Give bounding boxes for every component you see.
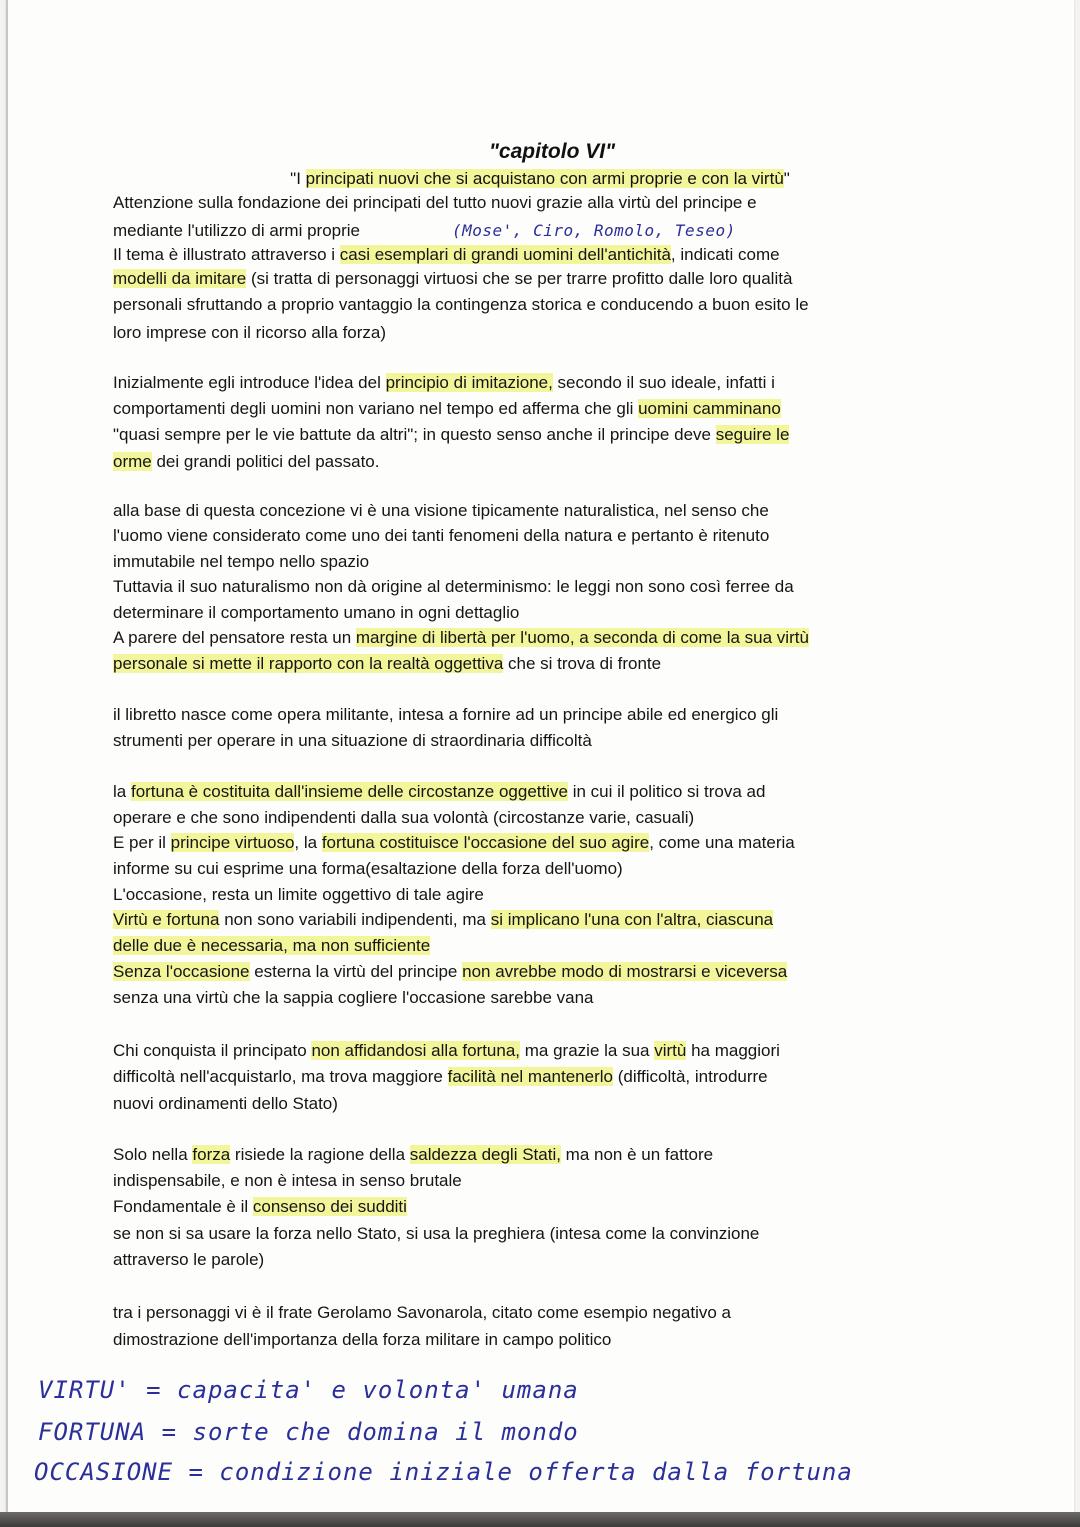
text-line: A parere del pensatore resta un margine di libertà per l'uomo, a seconda di come la sua virtù	[113, 628, 809, 647]
text-line: tra i personaggi vi è il frate Gerolamo Savonarola, citato come esempio negativo a	[113, 1303, 731, 1322]
text-line: E per il principe virtuoso, la fortuna costituisce l'occasione del suo agire, come una materia	[113, 833, 795, 852]
text-line: "quasi sempre per le vie battute da altri"; in questo senso anche il principe deve seguire le	[113, 425, 790, 444]
text-line: personali sfruttando a proprio vantaggio la contingenza storica e conducendo a buon esito le	[113, 295, 809, 314]
text-line: personale si mette il rapporto con la realtà oggettiva che si trova di fronte	[113, 654, 662, 673]
text-line: Solo nella forza risiede la ragione della saldezza degli Stati, ma non è un fattore	[113, 1145, 714, 1164]
text-line: loro imprese con il ricorso alla forza)	[113, 323, 387, 342]
text-line: attraverso le parole)	[113, 1250, 265, 1269]
text-line: operare e che sono indipendenti dalla sua volontà (circostanze varie, casuali)	[113, 808, 695, 827]
handwritten-definition-fortuna: FORTUNA = sorte che domina il mondo	[38, 1418, 579, 1446]
text-line: Inizialmente egli introduce l'idea del principio di imitazione, secondo il suo ideale, infatti i	[113, 373, 775, 392]
text-line: il libretto nasce come opera militante, intesa a fornire ad un principe abile ed energico gli	[113, 705, 779, 724]
text-line: Senza l'occasione esterna la virtù del principe non avrebbe modo di mostrarsi e viceversa	[113, 962, 788, 981]
text-line: strumenti per operare in una situazione di straordinaria difficoltà	[113, 731, 592, 750]
page-bottom-edge	[0, 1512, 1080, 1527]
text-line: Attenzione sulla fondazione dei principati del tutto nuovi grazie alla virtù del principe e	[113, 193, 757, 212]
text-line: delle due è necessaria, ma non sufficiente	[113, 936, 431, 955]
text-line: la fortuna è costituita dall'insieme delle circostanze oggettive in cui il politico si trova ad	[113, 782, 766, 801]
text-line: Il tema è illustrato attraverso i casi esemplari di grandi uomini dell'antichità, indicati come	[113, 245, 780, 264]
text-line: difficoltà nell'acquistarlo, ma trova maggiore facilità nel mantenerlo (difficoltà, introdurre	[113, 1067, 768, 1086]
document-title: "capitolo VI"	[488, 140, 616, 163]
text-line: Fondamentale è il consenso dei sudditi	[113, 1197, 407, 1216]
text-line: determinare il comportamento umano in ogni dettaglio	[113, 603, 520, 622]
text-line: L'occasione, resta un limite oggettivo di tale agire	[113, 885, 484, 904]
handwritten-definition-virtu: VIRTU' = capacita' e volonta' umana	[38, 1376, 579, 1404]
text-line: se non si sa usare la forza nello Stato, si usa la preghiera (intesa come la convinzione	[113, 1224, 760, 1243]
document-subtitle: "I principati nuovi che si acquistano con armi proprie e con la virtù"	[290, 169, 790, 188]
text-line: comportamenti degli uomini non variano nel tempo ed afferma che gli uomini camminano	[113, 399, 781, 418]
text-line: Chi conquista il principato non affidandosi alla fortuna, ma grazie la sua virtù ha maggiori	[113, 1041, 780, 1060]
text-line: Tuttavia il suo naturalismo non dà origine al determinismo: le leggi non sono così ferree da	[113, 577, 794, 596]
text-line: nuovi ordinamenti dello Stato)	[113, 1094, 338, 1113]
text-line: mediante l'utilizzo di armi proprie	[113, 221, 361, 240]
handwritten-note: (Mose', Ciro, Romolo, Teseo)	[452, 221, 736, 240]
text-line: orme dei grandi politici del passato.	[113, 452, 380, 471]
text-line: informe su cui esprime una forma(esaltazione della forza dell'uomo)	[113, 859, 623, 878]
text-line: Virtù e fortuna non sono variabili indipendenti, ma si implicano l'una con l'altra, ciascuna	[113, 910, 774, 929]
text-line: immutabile nel tempo nello spazio	[113, 552, 370, 571]
text-line: senza una virtù che la sappia cogliere l'occasione sarebbe vana	[113, 988, 594, 1007]
text-line: l'uomo viene considerato come uno dei tanti fenomeni della natura e pertanto è ritenuto	[113, 526, 770, 545]
handwritten-definition-occasione: OCCASIONE = condizione iniziale offerta dalla fortuna	[34, 1458, 853, 1486]
text-line: indispensabile, e non è intesa in senso brutale	[113, 1171, 462, 1190]
text-line: dimostrazione dell'importanza della forza militare in campo politico	[113, 1330, 612, 1349]
text-line: modelli da imitare (si tratta di personaggi virtuosi che se per trarre profitto dalle loro qualità	[113, 269, 793, 288]
text-line: alla base di questa concezione vi è una visione tipicamente naturalistica, nel senso che	[113, 501, 769, 520]
